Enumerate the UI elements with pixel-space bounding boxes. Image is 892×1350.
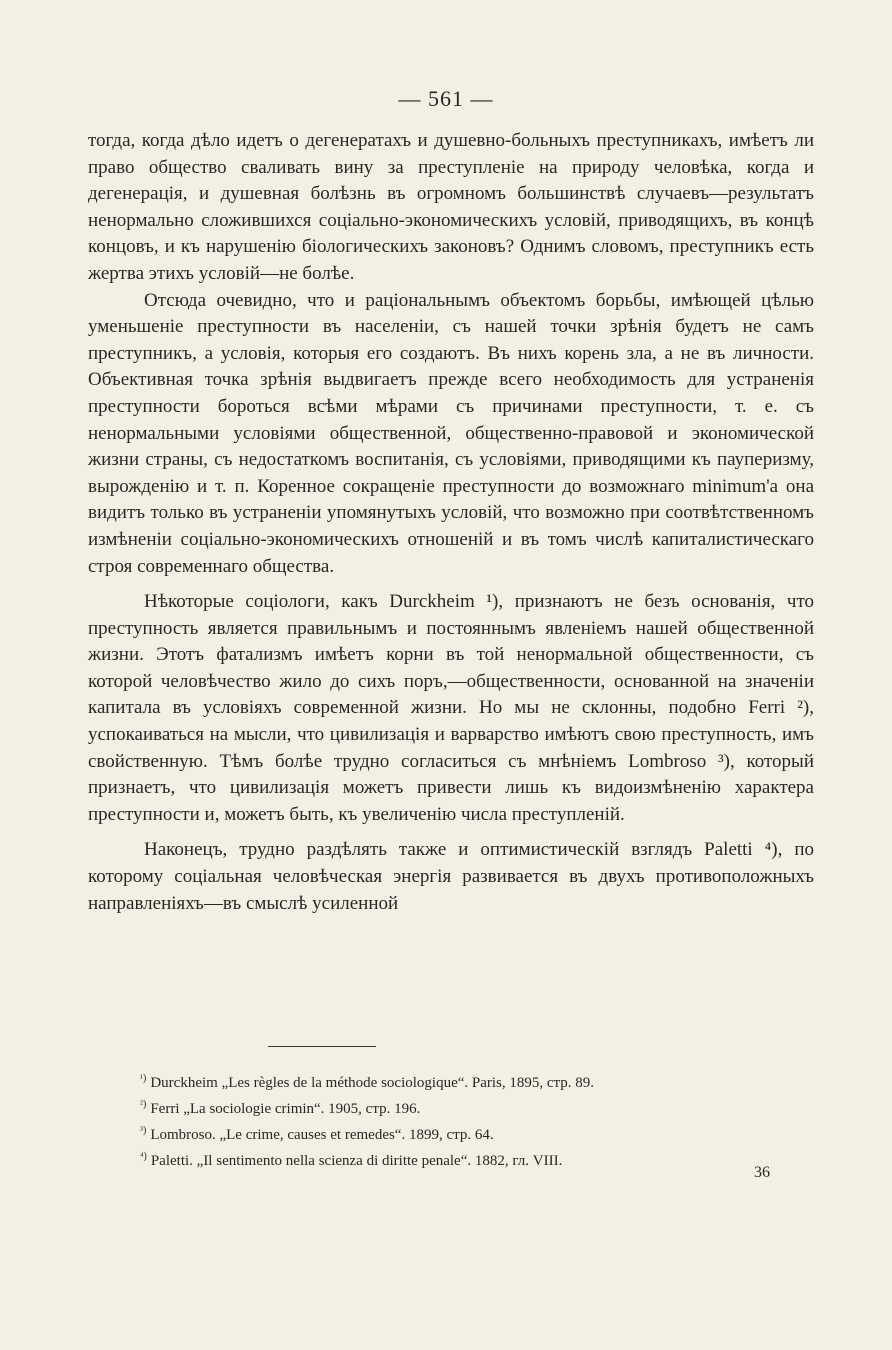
page-number: — 561 — [398,86,494,111]
footnote-text: Ferri „La sociologie crimin“. 1905, стр. 196. [150,1101,421,1117]
signature-mark: 36 [754,1164,770,1181]
paragraph: Нѣкоторые соціологи, какъ Durckheim ¹), признаютъ не безъ основанія, что преступность является правильнымъ и постояннымъ явленіемъ нашей общественной жизни. Этотъ фатализмъ имѣетъ корни въ той ненормальной общественности, съ которой человѣчество жило до сихъ поръ,—общественности, основанной на значеніи капитала въ условіяхъ современной жизни. Но мы не склонны, подобно Ferri ²), успокаиваться на мысли, что цивилизація и варварство имѣютъ свою преступность, имъ свойственную. Тѣмъ болѣе трудно согласиться съ мнѣніемъ Lombroso ³), который признаетъ, что цивилизація можетъ привести лишь къ видоизмѣненію характера преступности и, можетъ быть, къ увеличенію числа преступленій. [88,591,814,825]
paragraph-continuation: тогда, когда дѣло идетъ о дегенератахъ и душевно-больныхъ преступникахъ, имѣетъ ли право общество сваливать вину за преступленіе на природу человѣка, когда и дегенерація, и душевная болѣзнь въ огромномъ большинствѣ случаевъ—результатъ ненормально сложившихся соціально-экономическихъ условій, приводящихъ, въ концѣ концовъ, и къ нарушенію біологическихъ законовъ? Однимъ словомъ, преступникъ есть жертва этихъ условій—не болѣе. [88,130,814,284]
footnote-text: Paletti. „Il sentimento nella scienza di diritte penale“. 1882, гл. VIII. [150,1153,563,1169]
footnote-text: Durckheim „Les règles de la méthode sociologique“. Paris, 1895, стр. 89. [150,1075,595,1091]
footnote [140,1146,780,1172]
footnote-mark: ²) [140,1099,147,1110]
footnote-mark: ⁴) [140,1151,147,1162]
footnote-mark: ¹) [140,1073,147,1084]
footnotes [140,1068,780,1172]
paragraph: Наконецъ, трудно раздѣлять также и оптимистическій взглядъ Paletti ⁴), по которому соціальная человѣческая энергія развивается въ двухъ противоположныхъ направленіяхъ—въ смыслѣ усиленной [88,839,814,914]
footnote [140,1094,780,1120]
paragraph: Отсюда очевидно, что и раціональнымъ объектомъ борьбы, имѣющей цѣлью уменьшеніе преступности въ населеніи, съ нашей точки зрѣнія будетъ не самъ преступникъ, а условія, которыя его создаютъ. Въ нихъ корень зла, а не въ личности. Объективная точка зрѣнія выдвигаетъ прежде всего необходимость для устраненія преступности бороться всѣми мѣрами съ причинами преступности, т. е. съ ненормальными условіями общественной, общественно-правовой и экономической жизни страны, съ недостаткомъ воспитанія, съ условіями, приводящими къ пауперизму, вырожденію и т. п. Коренное сокращеніе преступности до возможнаго minimum'а она видитъ только въ устраненіи упомянутыхъ условій, что возможно при соотвѣтственномъ измѣненіи соціально-экономическихъ отношеній и въ томъ числѣ капиталистическаго строя современнаго общества. [88,289,814,577]
footnote [140,1068,780,1094]
body-text [88,128,814,917]
footnote-divider [268,1046,376,1047]
footnote [140,1120,780,1146]
footnote-text: Lombroso. „Le crime, causes et remedes“. 1899, стр. 64. [150,1127,494,1143]
footnote-mark: ³) [140,1125,147,1136]
